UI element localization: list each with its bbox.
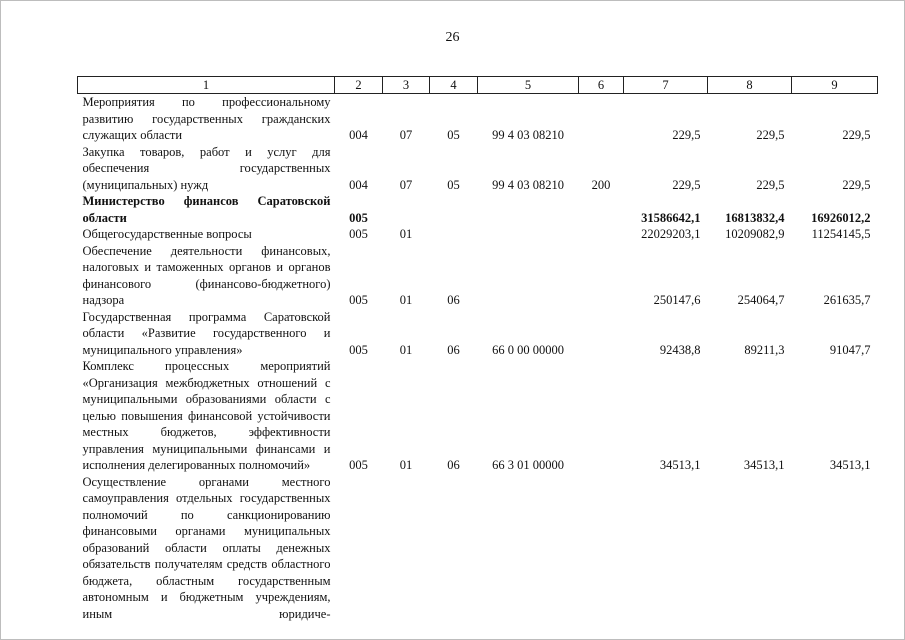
row-value-col8: 34513,1 (743, 458, 785, 472)
row-value-col9 (792, 474, 878, 623)
row-subsection-code: 06 (447, 293, 460, 307)
header-cell-3: 3 (383, 77, 430, 94)
row-target-article (478, 243, 579, 309)
budget-table (77, 76, 878, 622)
page-number: 26 (445, 30, 460, 45)
header-cell-1: 1 (78, 77, 335, 94)
row-expense-type: 200 (591, 177, 611, 192)
row-target-article (478, 226, 579, 243)
row-subsection-code: 06 (447, 342, 460, 357)
row-expense-type (579, 358, 624, 474)
header-cell-6: 6 (579, 77, 624, 94)
row-name: Обеспечение деятельности финансовых, налоговых и таможенных органов и органов финансового (финансово-бюджетного) надзора (82, 243, 331, 307)
row-value-col8 (708, 474, 792, 623)
row-value-col7: 229,5 (672, 128, 701, 142)
row-ministry-code (335, 474, 383, 623)
row-section-code (383, 474, 430, 623)
row-subsection-code: 05 (447, 128, 460, 142)
row-section-code: 07 (399, 177, 413, 192)
header-cell-4: 4 (430, 77, 478, 94)
row-ministry-code: 005 (349, 210, 368, 225)
row-name: Мероприятия по профессиональному развитию государственных гражданских служащих области (82, 95, 331, 142)
table-row (78, 358, 878, 474)
row-value-col7: 229,5 (672, 177, 701, 192)
row-expense-type (579, 243, 624, 309)
row-value-col9: 34513,1 (829, 458, 871, 472)
header-cell-9: 9 (792, 77, 878, 94)
row-name: Осуществление органами местного самоуправления отдельных государственных полномочий по санкционированию финансовыми органами муниципальных образований области оплаты денежных обязательств получателям средств областного бюджета, областным государственным автономным и бюджетным учреждениям, иным юридиче- (82, 474, 331, 621)
table-row (78, 193, 878, 226)
row-name: Общегосударственные вопросы (82, 227, 252, 241)
row-subsection-code (430, 226, 478, 243)
row-target-article: 66 3 01 00000 (492, 458, 564, 472)
row-value-col8: 10209082,9 (725, 227, 785, 241)
row-subsection-code: 06 (447, 458, 460, 472)
row-value-col7: 31586642,1 (641, 210, 701, 225)
row-value-col9: 261635,7 (823, 293, 871, 307)
row-ministry-code: 005 (349, 342, 368, 357)
row-value-col8: 229,5 (756, 177, 785, 192)
row-value-col7: 34513,1 (659, 458, 701, 472)
row-value-col8: 254064,7 (737, 293, 785, 307)
row-value-col9: 91047,7 (829, 342, 871, 357)
row-name: Государственная программа Саратовской области «Развитие государственного и муниципального управления» (82, 309, 331, 357)
row-section-code: 07 (399, 128, 413, 142)
row-ministry-code: 005 (349, 458, 368, 472)
row-expense-type (579, 226, 624, 243)
row-value-col9: 229,5 (842, 177, 871, 192)
row-ministry-code: 004 (349, 128, 368, 142)
table-row (78, 474, 878, 623)
row-ministry-code: 005 (349, 227, 368, 241)
row-value-col7 (624, 474, 708, 623)
row-value-col9: 229,5 (842, 128, 871, 142)
row-section-code: 01 (399, 227, 413, 241)
row-expense-type (579, 94, 624, 144)
row-target-article (478, 474, 579, 623)
row-value-col9: 11254145,5 (811, 227, 871, 241)
row-value-col7: 92438,8 (659, 342, 701, 357)
table-row (78, 243, 878, 309)
header-cell-2: 2 (335, 77, 383, 94)
row-value-col7: 250147,6 (653, 293, 701, 307)
row-value-col9: 16926012,2 (811, 210, 871, 225)
table-row (78, 94, 878, 144)
header-cell-5: 5 (478, 77, 579, 94)
row-subsection-code: 05 (447, 177, 460, 192)
row-section-code (383, 193, 430, 226)
table-row (78, 309, 878, 359)
row-value-col7: 22029203,1 (641, 227, 701, 241)
table-row (78, 226, 878, 243)
row-target-article (478, 193, 579, 226)
header-cell-8: 8 (708, 77, 792, 94)
row-value-col8: 89211,3 (744, 342, 785, 357)
header-row (78, 77, 878, 94)
row-name: Министерство финансов Саратовской области (82, 194, 331, 225)
row-target-article: 99 4 03 08210 (492, 177, 564, 192)
row-subsection-code (430, 193, 478, 226)
row-value-col8: 16813832,4 (725, 210, 785, 225)
row-subsection-code (430, 474, 478, 623)
row-expense-type (579, 309, 624, 359)
row-section-code: 01 (399, 342, 413, 357)
row-section-code: 01 (399, 458, 413, 472)
row-name: Комплекс процессных мероприятий «Организация межбюджетных отношений с муниципальными образованиями области с целью повышения финансовой устойчивости местных бюджетов, эффективности управления муниципальными финансами и исполнения делегированных полномочий» (82, 359, 331, 472)
row-section-code: 01 (399, 293, 413, 307)
row-ministry-code: 004 (349, 177, 368, 192)
table-row (78, 144, 878, 194)
row-target-article: 99 4 03 08210 (492, 128, 564, 142)
row-name: Закупка товаров, работ и услуг для обеспечения государственных (муниципальных) нужд (82, 144, 331, 192)
row-expense-type (579, 193, 624, 226)
header-cell-7: 7 (624, 77, 708, 94)
row-expense-type (579, 474, 624, 623)
row-value-col8: 229,5 (756, 128, 785, 142)
row-ministry-code: 005 (349, 293, 368, 307)
row-target-article: 66 0 00 00000 (492, 342, 564, 357)
